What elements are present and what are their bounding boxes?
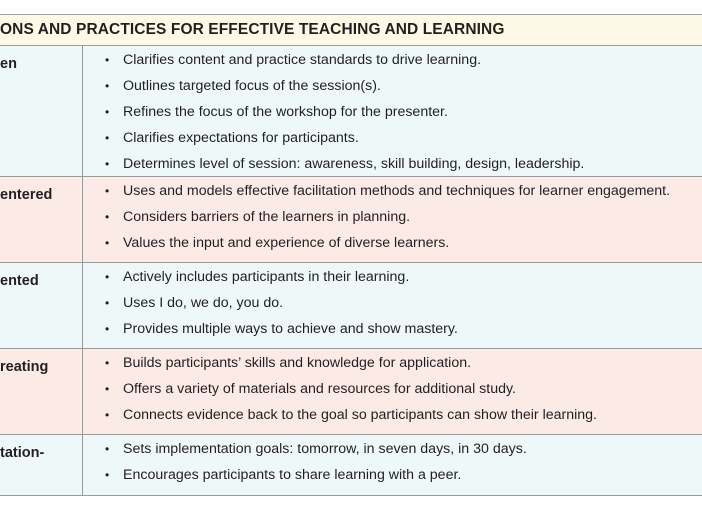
practices-table — [0, 14, 702, 496]
list-item: • Uses I do, we do, you do. — [83, 290, 702, 316]
bullet-icon: • — [105, 270, 110, 284]
row-label-3: reating — [0, 349, 83, 434]
list-item: • Considers barriers of the learners in planning. — [83, 204, 702, 230]
bullet-icon: • — [105, 53, 110, 67]
bullet-icon: • — [105, 356, 110, 370]
table-title-row — [0, 15, 702, 46]
row-label-2: ented — [0, 263, 83, 348]
bullet-icon: • — [105, 442, 110, 456]
list-item: • Values the input and experience of diverse learners. — [83, 230, 702, 256]
bullet-icon: • — [105, 157, 110, 171]
bullet-icon: • — [105, 79, 110, 93]
list-item: • Refines the focus of the workshop for the presenter. — [83, 99, 702, 125]
list-item: • Actively includes participants in their learning. — [83, 264, 702, 290]
list-item: • Determines level of session: awareness, skill building, design, leadership. — [83, 151, 702, 177]
bullet-icon: • — [105, 408, 110, 422]
list-item: • Offers a variety of materials and resources for additional study. — [83, 376, 702, 402]
bullet-icon: • — [105, 105, 110, 119]
table-row-0 — [0, 46, 702, 177]
row-label-0: en — [0, 46, 83, 176]
table-row-4 — [0, 435, 702, 496]
list-item: • Encourages participants to share learning with a peer. — [83, 462, 702, 488]
list-item: • Outlines targeted focus of the session(s). — [83, 73, 702, 99]
list-item: • Sets implementation goals: tomorrow, in seven days, in 30 days. — [83, 436, 702, 462]
row-items-3 — [83, 349, 702, 428]
bullet-icon: • — [105, 131, 110, 145]
bullet-icon: • — [105, 382, 110, 396]
bullet-icon: • — [105, 322, 110, 336]
table-row-1 — [0, 177, 702, 263]
bullet-icon: • — [105, 296, 110, 310]
row-items-1 — [83, 177, 702, 256]
row-items-0 — [83, 46, 702, 177]
list-item: • Clarifies expectations for participants. — [83, 125, 702, 151]
list-item: • Connects evidence back to the goal so participants can show their learning. — [83, 402, 702, 428]
list-item: • Uses and models effective facilitation methods and techniques for learner engagement. — [83, 178, 702, 204]
table-row-2 — [0, 263, 702, 349]
list-item: • Clarifies content and practice standards to drive learning. — [83, 47, 702, 73]
row-label-4: tation- — [0, 435, 83, 495]
table-row-3 — [0, 349, 702, 435]
list-item: • Provides multiple ways to achieve and show mastery. — [83, 316, 702, 342]
bullet-icon: • — [105, 468, 110, 482]
row-items-2 — [83, 263, 702, 342]
bullet-icon: • — [105, 210, 110, 224]
bullet-icon: • — [105, 236, 110, 250]
row-items-4 — [83, 435, 702, 488]
list-item: • Builds participants’ skills and knowledge for application. — [83, 350, 702, 376]
bullet-icon: • — [105, 184, 110, 198]
row-label-1: entered — [0, 177, 83, 262]
table-title: ONS AND PRACTICES FOR EFFECTIVE TEACHING AND LEARNING — [0, 21, 505, 38]
